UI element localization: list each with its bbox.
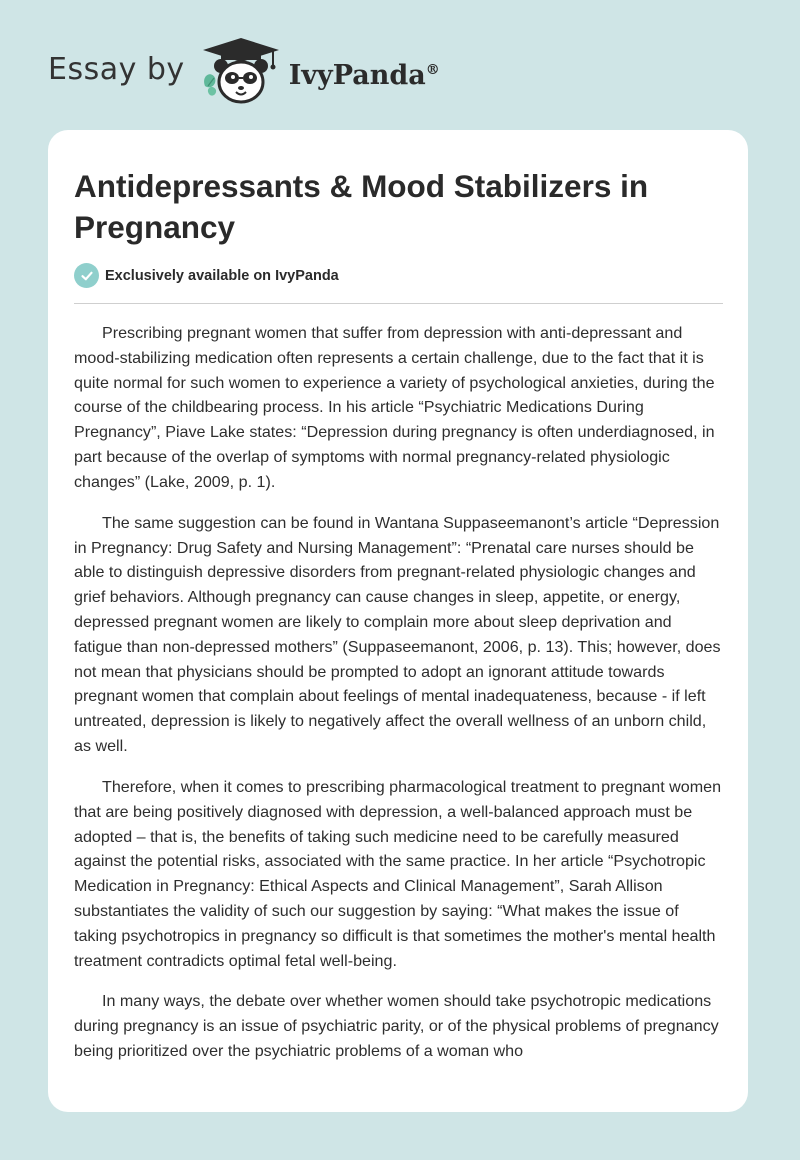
paragraph: The same suggestion can be found in Wantana Suppaseemanont’s article “Depression in Pregnancy: Drug Safety and Nursing Management”: “Prenatal care nurses should be able to distinguish depressive disorders from pregnant-related physiologic changes and grief behaviors. Although pregnancy can cause changes in sleep, appetite, or energy, depressed pregnant women are likely to complain more about sleep deprivation and fatigue than non-depressed mothers” (Suppaseemanont, 2006, p. 13). This; however, does not mean that physicians should be prompted to adopt an ignorant attitude towards pregnant women that complain about feelings of mental inadequateness, because - if left untreated, depression is likely to negatively affect the overall wellness of an unborn child, as well. (74, 513, 721, 755)
paragraph: Therefore, when it comes to prescribing pharmacological treatment to pregnant women that are being positively diagnosed with depression, a well-balanced approach must be adopted – that is, the benefits of taking such medicine need to be carefully measured against the potential risks, associated with the same practice. In her article “Psychotropic Medication in Pregnancy: Ethical Aspects and Clinical Management”, Sarah Allison substantiates the validity of such our suggestion by saying: “What makes the issue of taking psychotropics in pregnancy so difficult is that sometimes the mother's mental health treatment contradicts optimal fetal well-being. (74, 777, 722, 970)
brand-name: IvyPanda® (288, 59, 440, 91)
paragraph: Prescribing pregnant women that suffer from depression with anti-depressant and mood-stabilizing medication often represents a certain challenge, due to the fact that it is quite normal for such women to experience a variety of psychological anxieties, during the course of the childbearing process. In his article “Psychiatric Medications During Pregnancy”, Piave Lake states: “Depression during pregnancy is often underdiagnosed, in part because of the overlap of symptoms with normal pregnancy-related physiologic changes” (Lake, 2009, p. 1). (74, 324, 715, 491)
checkmark-icon (74, 263, 99, 288)
paragraph: In many ways, the debate over whether women should take psychotropic medications during pregnancy is an issue of psychiatric parity, or of the physical problems of pregnancy being prioritized over the psychiatric problems of a woman who (74, 992, 719, 1061)
badge-label: Exclusively available on IvyPanda (105, 267, 339, 284)
exclusive-badge (74, 263, 339, 288)
divider (74, 303, 723, 304)
essay-body (74, 321, 724, 1080)
essay-card (48, 130, 748, 1112)
site-logo[interactable] (48, 36, 440, 108)
brand-prefix: Essay by (48, 51, 185, 87)
page-title: Antidepressants & Mood Stabilizers in Pregnancy (74, 168, 649, 245)
panda-mascot-icon (199, 36, 283, 108)
